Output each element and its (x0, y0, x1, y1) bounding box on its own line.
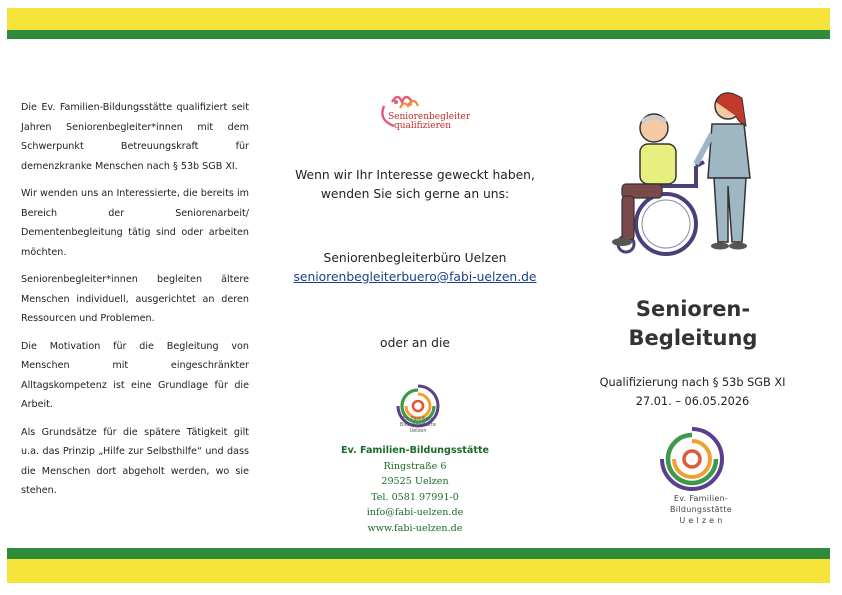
left-panel-text (21, 98, 249, 509)
city: 29525 Uelzen (381, 476, 449, 487)
top-green-band (7, 30, 830, 39)
paragraph-3: Seniorenbegleiter*innen begleiten ältere Menschen individuell, ausgerichtet an deren Ressourcen und Problemen. (21, 274, 249, 324)
qualification-basis: Qualifizierung nach § 53b SGB XI (599, 376, 786, 389)
seniorenbegleiter-logo-text: Seniorenbegleiter qualifizieren (388, 112, 471, 131)
paragraph-4: Die Motivation für die Begleitung von Menschen mit eingeschränkter Alltagskompetenz ist eine Grundlage für die Arbeit. (21, 340, 249, 410)
office-contact (290, 249, 540, 287)
paragraph-1: Die Ev. Familien-Bildungsstätte qualifiziert seit Jahren Seniorenbegleiter*innen mit dem Schwerpunkt Betreuungskraft für demenzkranke Menschen nach § 53b SGB XI. (21, 102, 249, 172)
fabi-small-logo-text: Ev. Familien- Bildungsstätte Uelzen (399, 416, 437, 434)
email-link[interactable]: info@fabi-uelzen.de (366, 507, 464, 518)
oder-an-die: oder an die (380, 336, 450, 350)
phone: Tel. 0581 97991-0 (371, 491, 459, 503)
fabi-logo-text: Ev. Familien- Bildungsstätte U e l z e n (669, 494, 732, 525)
top-yellow-band (7, 8, 830, 30)
brochure-title: Senioren- Begleitung (628, 297, 758, 350)
contact-intro: Wenn wir Ihr Interesse geweckt haben, wenden Sie sich gerne an uns: (295, 168, 535, 201)
street: Ringstraße 6 (383, 460, 447, 472)
paragraph-5: Als Grundsätze für die spätere Tätigkeit gilt u.a. das Prinzip „Hilfe zur Selbsthilfe“ und dass die Menschen dort abgeholt werden, wo sie stehen. (21, 426, 249, 496)
fabi-logo-icon (656, 425, 728, 495)
bottom-green-band (7, 548, 830, 559)
qualification-info (590, 373, 795, 411)
address-block (320, 443, 510, 536)
bottom-yellow-band (7, 559, 830, 583)
course-dates: 27.01. – 06.05.2026 (635, 395, 750, 408)
organization-name: Ev. Familien-Bildungsstätte (340, 445, 490, 456)
paragraph-2: Wir wenden uns an Interessierte, die bereits im Bereich der Seniorenarbeit/ Dementenbegleitung tätig sind oder arbeiten möchten. (21, 188, 249, 258)
wheelchair-caregiver-illustration-icon (604, 86, 794, 258)
website-link[interactable]: www.fabi-uelzen.de (367, 522, 463, 534)
office-email-link[interactable]: seniorenbegleiterbuero@fabi-uelzen.de (293, 270, 537, 284)
office-name: Seniorenbegleiterbüro Uelzen (323, 251, 507, 265)
